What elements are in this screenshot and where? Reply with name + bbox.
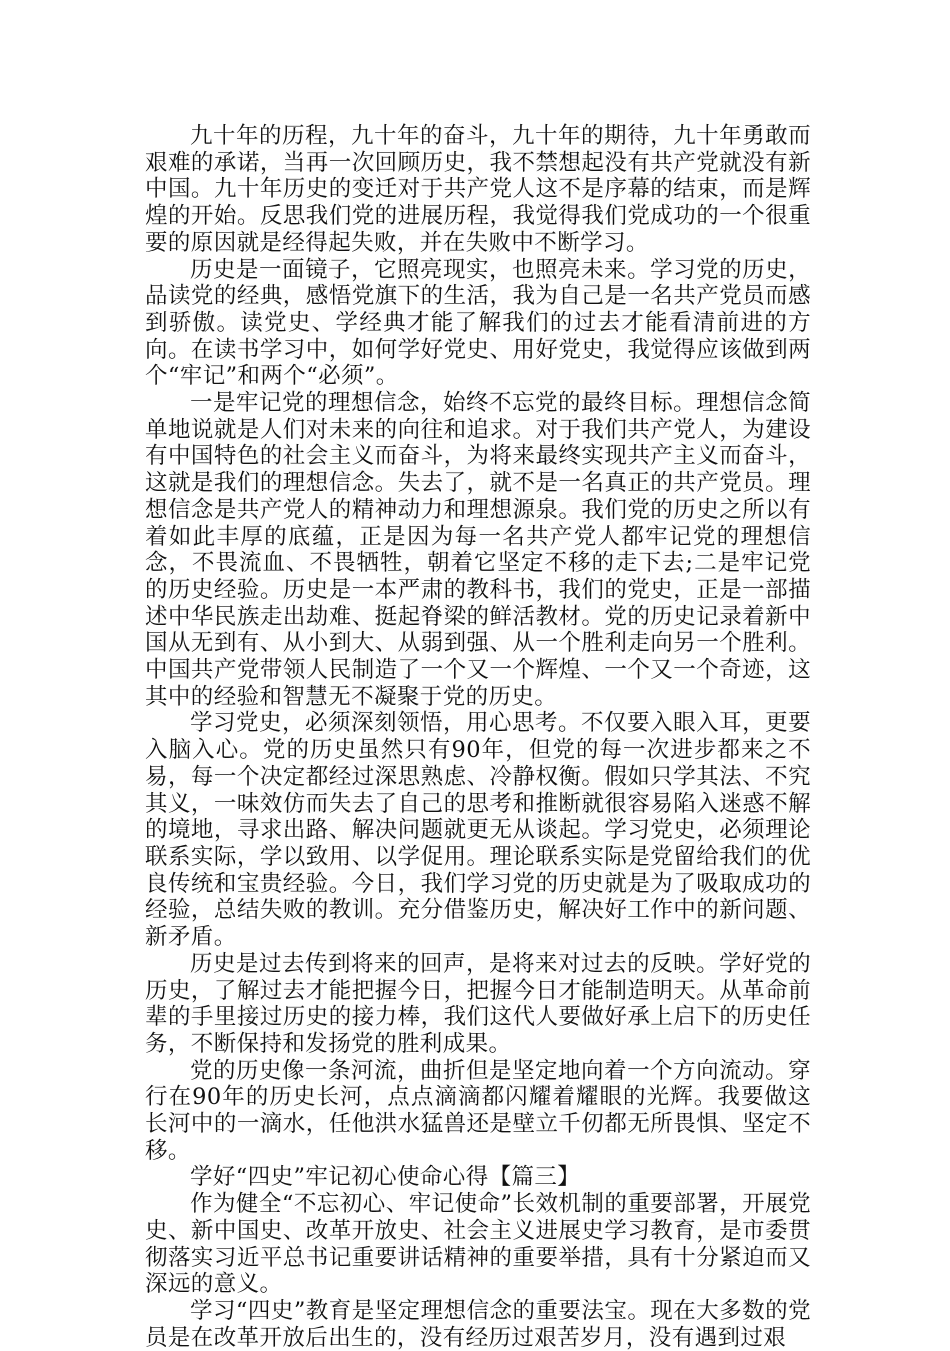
paragraph-4: 学习党史，必须深刻领悟，用心思考。不仅要入眼入耳，更要入脑入心。党的历史虽然只有90年，但党的每一次进步都来之不易，每一个决定都经过深思熟虑、冷静权衡。假如只学其法、不究其义，一味效仿而失去了自己的思考和推断就很容易陷入迷惑不解的境地，寻求出路、解决问题就更无从谈起。学习党史，必须理论联系实际，学以致用、以学促用。理论联系实际是党留给我们的优良传统和宝贵经验。今日，我们学习党的历史就是为了吸取成功的经验，总结失败的教训。充分借鉴历史，解决好工作中的新问题、新矛盾。: [145, 710, 811, 951]
paragraph-7: 作为健全“不忘初心、牢记使命”长效机制的重要部署，开展党史、新中国史、改革开放史、社会主义进展史学习教育，是市委贯彻落实习近平总书记重要讲话精神的重要举措，具有十分紧迫而又深远的意义。: [145, 1191, 811, 1298]
paragraph-6: 党的历史像一条河流，曲折但是坚定地向着一个方向流动。穿行在90年的历史长河，点点滴滴都闪耀着耀眼的光辉。我要做这长河中的一滴水，任他洪水猛兽还是壁立千仞都无所畏惧、坚定不移。: [145, 1057, 811, 1164]
paragraph-5: 历史是过去传到将来的回声，是将来对过去的反映。学好党的历史，了解过去才能把握今日，把握今日才能制造明天。从革命前辈的手里接过历史的接力棒，我们这代人要做好承上启下的历史任务，不断保持和发扬党的胜利成果。: [145, 950, 811, 1057]
paragraph-1: 九十年的历程，九十年的奋斗，九十年的期待，九十年勇敢而艰难的承诺，当再一次回顾历史，我不禁想起没有共产党就没有新中国。九十年历史的变迁对于共产党人这不是序幕的结束，而是辉煌的开始。反思我们党的进展历程，我觉得我们党成功的一个很重要的原因就是经得起失败，并在失败中不断学习。: [145, 123, 811, 256]
document-body: [145, 123, 811, 1351]
paragraph-3: 一是牢记党的理想信念，始终不忘党的最终目标。理想信念简单地说就是人们对未来的向往和追求。对于我们共产党人，为建设有中国特色的社会主义而奋斗，为将来最终实现共产主义而奋斗，这就是我们的理想信念。失去了，就不是一名真正的共产党员。理想信念是共产党人的精神动力和理想源泉。我们党的历史之所以有着如此丰厚的底蕴，正是因为每一名共产党人都牢记党的理想信念，不畏流血、不畏牺牲，朝着它坚定不移的走下去;二是牢记党的历史经验。历史是一本严肃的教科书，我们的党史，正是一部描述中华民族走出劫难、挺起脊梁的鲜活教材。党的历史记录着新中国从无到有、从小到大、从弱到强、从一个胜利走向另一个胜利。中国共产党带领人民制造了一个又一个辉煌、一个又一个奇迹，这其中的经验和智慧无不凝聚于党的历史。: [145, 390, 811, 710]
section-heading: 学好“四史”牢记初心使命心得【篇三】: [190, 1164, 581, 1191]
paragraph-2: 历史是一面镜子，它照亮现实，也照亮未来。学习党的历史，品读党的经典，感悟党旗下的生活，我为自己是一名共产党员而感到骄傲。读党史、学经典才能了解我们的过去才能看清前进的方向。在读书学习中，如何学好党史、用好党史，我觉得应该做到两个“牢记”和两个“必须”。: [145, 256, 811, 390]
paragraph-8: 学习“四史”教育是坚定理想信念的重要法宝。现在大多数的党员是在改革开放后出生的，没有经历过艰苦岁月，没有遇到过艰: [145, 1297, 811, 1351]
